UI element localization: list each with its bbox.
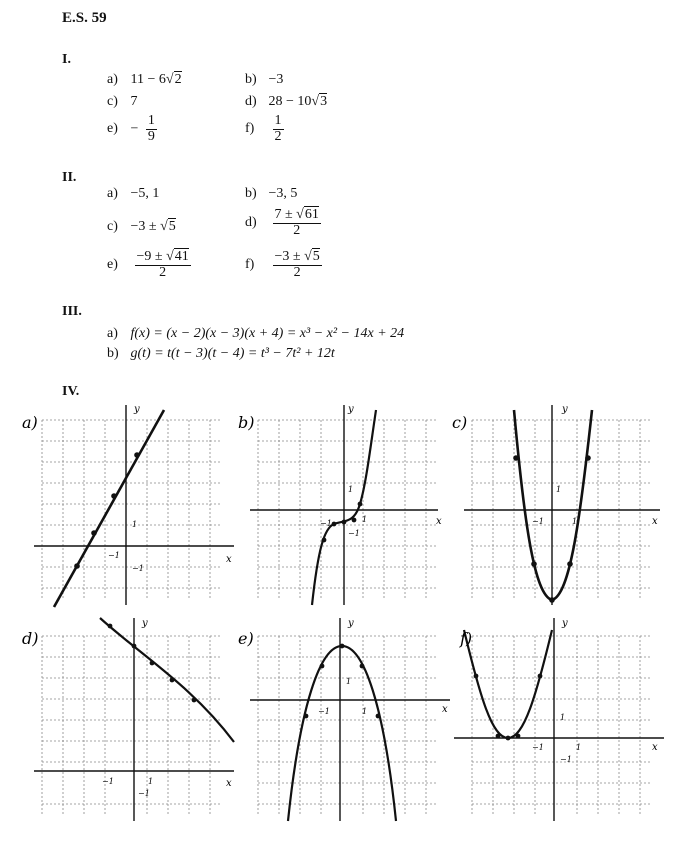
section-1-heading: I. bbox=[62, 52, 71, 67]
answer-label: b) bbox=[245, 72, 257, 87]
fraction bbox=[273, 208, 321, 238]
denominator: 2 bbox=[293, 222, 301, 238]
y-axis-label: y bbox=[142, 618, 148, 629]
numerator: 1 bbox=[274, 113, 282, 128]
answer-label: d) bbox=[245, 94, 257, 109]
page-title: E.S. 59 bbox=[62, 10, 107, 26]
numerator-radicand: 41 bbox=[174, 249, 189, 264]
denominator: 2 bbox=[274, 128, 282, 144]
answer-2c bbox=[107, 219, 176, 235]
answer-text: −5, 1 bbox=[130, 186, 160, 201]
grid bbox=[42, 420, 222, 600]
answer-1b bbox=[245, 72, 283, 88]
answer-text: −3 ± √ bbox=[130, 219, 168, 234]
answer-text: −3, 5 bbox=[268, 186, 298, 201]
answer-1e bbox=[107, 114, 157, 144]
graph-label: e) bbox=[238, 629, 254, 648]
fraction bbox=[273, 250, 322, 280]
numerator-text: 7 ± √ bbox=[274, 207, 304, 222]
answer-text: g(t) = t(t − 3)(t − 4) = t³ − 7t² + 12t bbox=[130, 346, 335, 361]
answer-label: c) bbox=[107, 219, 118, 234]
answer-text: 7 bbox=[130, 94, 138, 109]
answer-text: 11 − 6√ bbox=[130, 72, 174, 87]
answer-1f bbox=[245, 114, 284, 144]
x-axis-label: x bbox=[226, 554, 232, 565]
x-axis-label: x bbox=[652, 742, 658, 753]
y-axis-label: y bbox=[348, 404, 354, 415]
curve bbox=[100, 618, 234, 742]
fraction bbox=[135, 250, 191, 280]
graph-label: c) bbox=[452, 413, 468, 432]
x-tick-label: −1 bbox=[318, 707, 330, 716]
graph-e bbox=[238, 616, 448, 826]
graph-a-svg bbox=[22, 400, 232, 610]
answer-label: f) bbox=[245, 257, 255, 273]
answer-3b bbox=[107, 346, 335, 362]
denominator: 2 bbox=[293, 264, 301, 280]
grid bbox=[472, 636, 652, 816]
answer-label: b) bbox=[107, 346, 119, 361]
graph-b-svg bbox=[238, 400, 448, 610]
x-tick-label: −1 bbox=[102, 777, 114, 786]
y-tick-label-neg: −1 bbox=[560, 755, 572, 764]
graph-d bbox=[22, 616, 232, 826]
answer-text: f(x) = (x − 2)(x − 3)(x + 4) = x³ − x² − 14x + 24 bbox=[130, 326, 405, 341]
y-tick-label-neg: −1 bbox=[348, 529, 360, 538]
graph-a bbox=[22, 400, 232, 610]
numerator-text: −9 ± √ bbox=[136, 249, 174, 264]
x-axis-label: x bbox=[436, 516, 442, 527]
numerator bbox=[273, 208, 321, 224]
graph-label: d) bbox=[22, 629, 39, 648]
answer-2d bbox=[245, 208, 321, 238]
x-tick-label: −1 bbox=[532, 517, 544, 526]
answer-label: e) bbox=[107, 257, 118, 273]
curve bbox=[288, 646, 396, 821]
answer-label: d) bbox=[245, 215, 257, 231]
graph-b bbox=[238, 400, 448, 610]
section-3-heading: III. bbox=[62, 304, 82, 319]
curve bbox=[54, 410, 164, 607]
section-4-heading: IV. bbox=[62, 384, 80, 399]
y-axis-label: y bbox=[562, 404, 568, 415]
answer-2b bbox=[245, 186, 297, 202]
y-tick-label-neg: −1 bbox=[132, 564, 144, 573]
answer-text: 28 − 10√ bbox=[268, 94, 320, 109]
x-axis-label: x bbox=[442, 704, 448, 715]
graph-f bbox=[452, 616, 662, 826]
y-tick-label: 1 bbox=[560, 713, 566, 722]
x-tick-label-pos: 1 bbox=[362, 707, 368, 716]
x-tick-label-pos: 1 bbox=[148, 777, 154, 786]
x-tick-label-pos: 1 bbox=[576, 743, 582, 752]
answer-radicand: 2 bbox=[174, 72, 182, 87]
denominator: 2 bbox=[159, 264, 167, 280]
numerator-radicand: 61 bbox=[304, 207, 319, 222]
curve bbox=[514, 410, 592, 600]
grid bbox=[42, 636, 222, 816]
x-tick-label-pos: 1 bbox=[362, 515, 368, 524]
answer-label: b) bbox=[245, 186, 257, 201]
answer-label: e) bbox=[107, 121, 118, 137]
answer-1d bbox=[245, 94, 327, 110]
graph-c-svg bbox=[452, 400, 662, 610]
denominator: 9 bbox=[147, 128, 155, 144]
answer-2a bbox=[107, 186, 159, 202]
answer-radicand: 3 bbox=[320, 94, 328, 109]
x-axis-label: x bbox=[652, 516, 658, 527]
y-axis-label: y bbox=[134, 404, 140, 415]
numerator-radicand: 5 bbox=[312, 249, 320, 264]
curve bbox=[464, 630, 552, 738]
answer-1c bbox=[107, 94, 138, 110]
answer-1a bbox=[107, 72, 182, 88]
x-tick-label: −1 bbox=[320, 519, 332, 528]
graph-d-svg bbox=[22, 616, 232, 826]
graph-label: f) bbox=[460, 629, 473, 648]
grid bbox=[258, 636, 438, 816]
graph-c bbox=[452, 400, 662, 610]
answer-label: a) bbox=[107, 72, 118, 87]
answer-text: −3 bbox=[268, 72, 284, 87]
numerator bbox=[273, 250, 322, 266]
fraction bbox=[146, 114, 157, 144]
y-tick-label: 1 bbox=[132, 520, 138, 529]
section-2-heading: II. bbox=[62, 170, 77, 185]
y-axis-label: y bbox=[562, 618, 568, 629]
answer-label: a) bbox=[107, 326, 118, 341]
plot-points bbox=[474, 674, 543, 741]
answer-label: f) bbox=[245, 121, 255, 137]
answer-2e bbox=[107, 250, 191, 280]
answer-label: c) bbox=[107, 94, 118, 109]
fraction bbox=[273, 114, 284, 144]
x-axis-label: x bbox=[226, 778, 232, 789]
y-tick-label: 1 bbox=[556, 485, 562, 494]
answer-sign: − bbox=[130, 121, 139, 137]
graph-f-svg bbox=[452, 616, 662, 826]
answer-2f bbox=[245, 250, 322, 280]
graph-label: b) bbox=[238, 413, 255, 432]
y-tick-label: 1 bbox=[348, 485, 354, 494]
x-tick-label: −1 bbox=[108, 551, 120, 560]
x-tick-label-pos: 1 bbox=[572, 517, 578, 526]
x-tick-label: −1 bbox=[532, 743, 544, 752]
y-tick-label: 1 bbox=[346, 677, 352, 686]
y-tick-label-neg: −1 bbox=[138, 789, 150, 798]
graph-e-svg bbox=[238, 616, 448, 826]
answer-radicand: 5 bbox=[168, 219, 176, 234]
graph-label: a) bbox=[22, 413, 38, 432]
numerator bbox=[135, 250, 191, 266]
numerator: 1 bbox=[147, 113, 155, 128]
y-axis-label: y bbox=[348, 618, 354, 629]
answer-label: a) bbox=[107, 186, 118, 201]
numerator-text: −3 ± √ bbox=[274, 249, 312, 264]
answer-3a bbox=[107, 326, 404, 342]
